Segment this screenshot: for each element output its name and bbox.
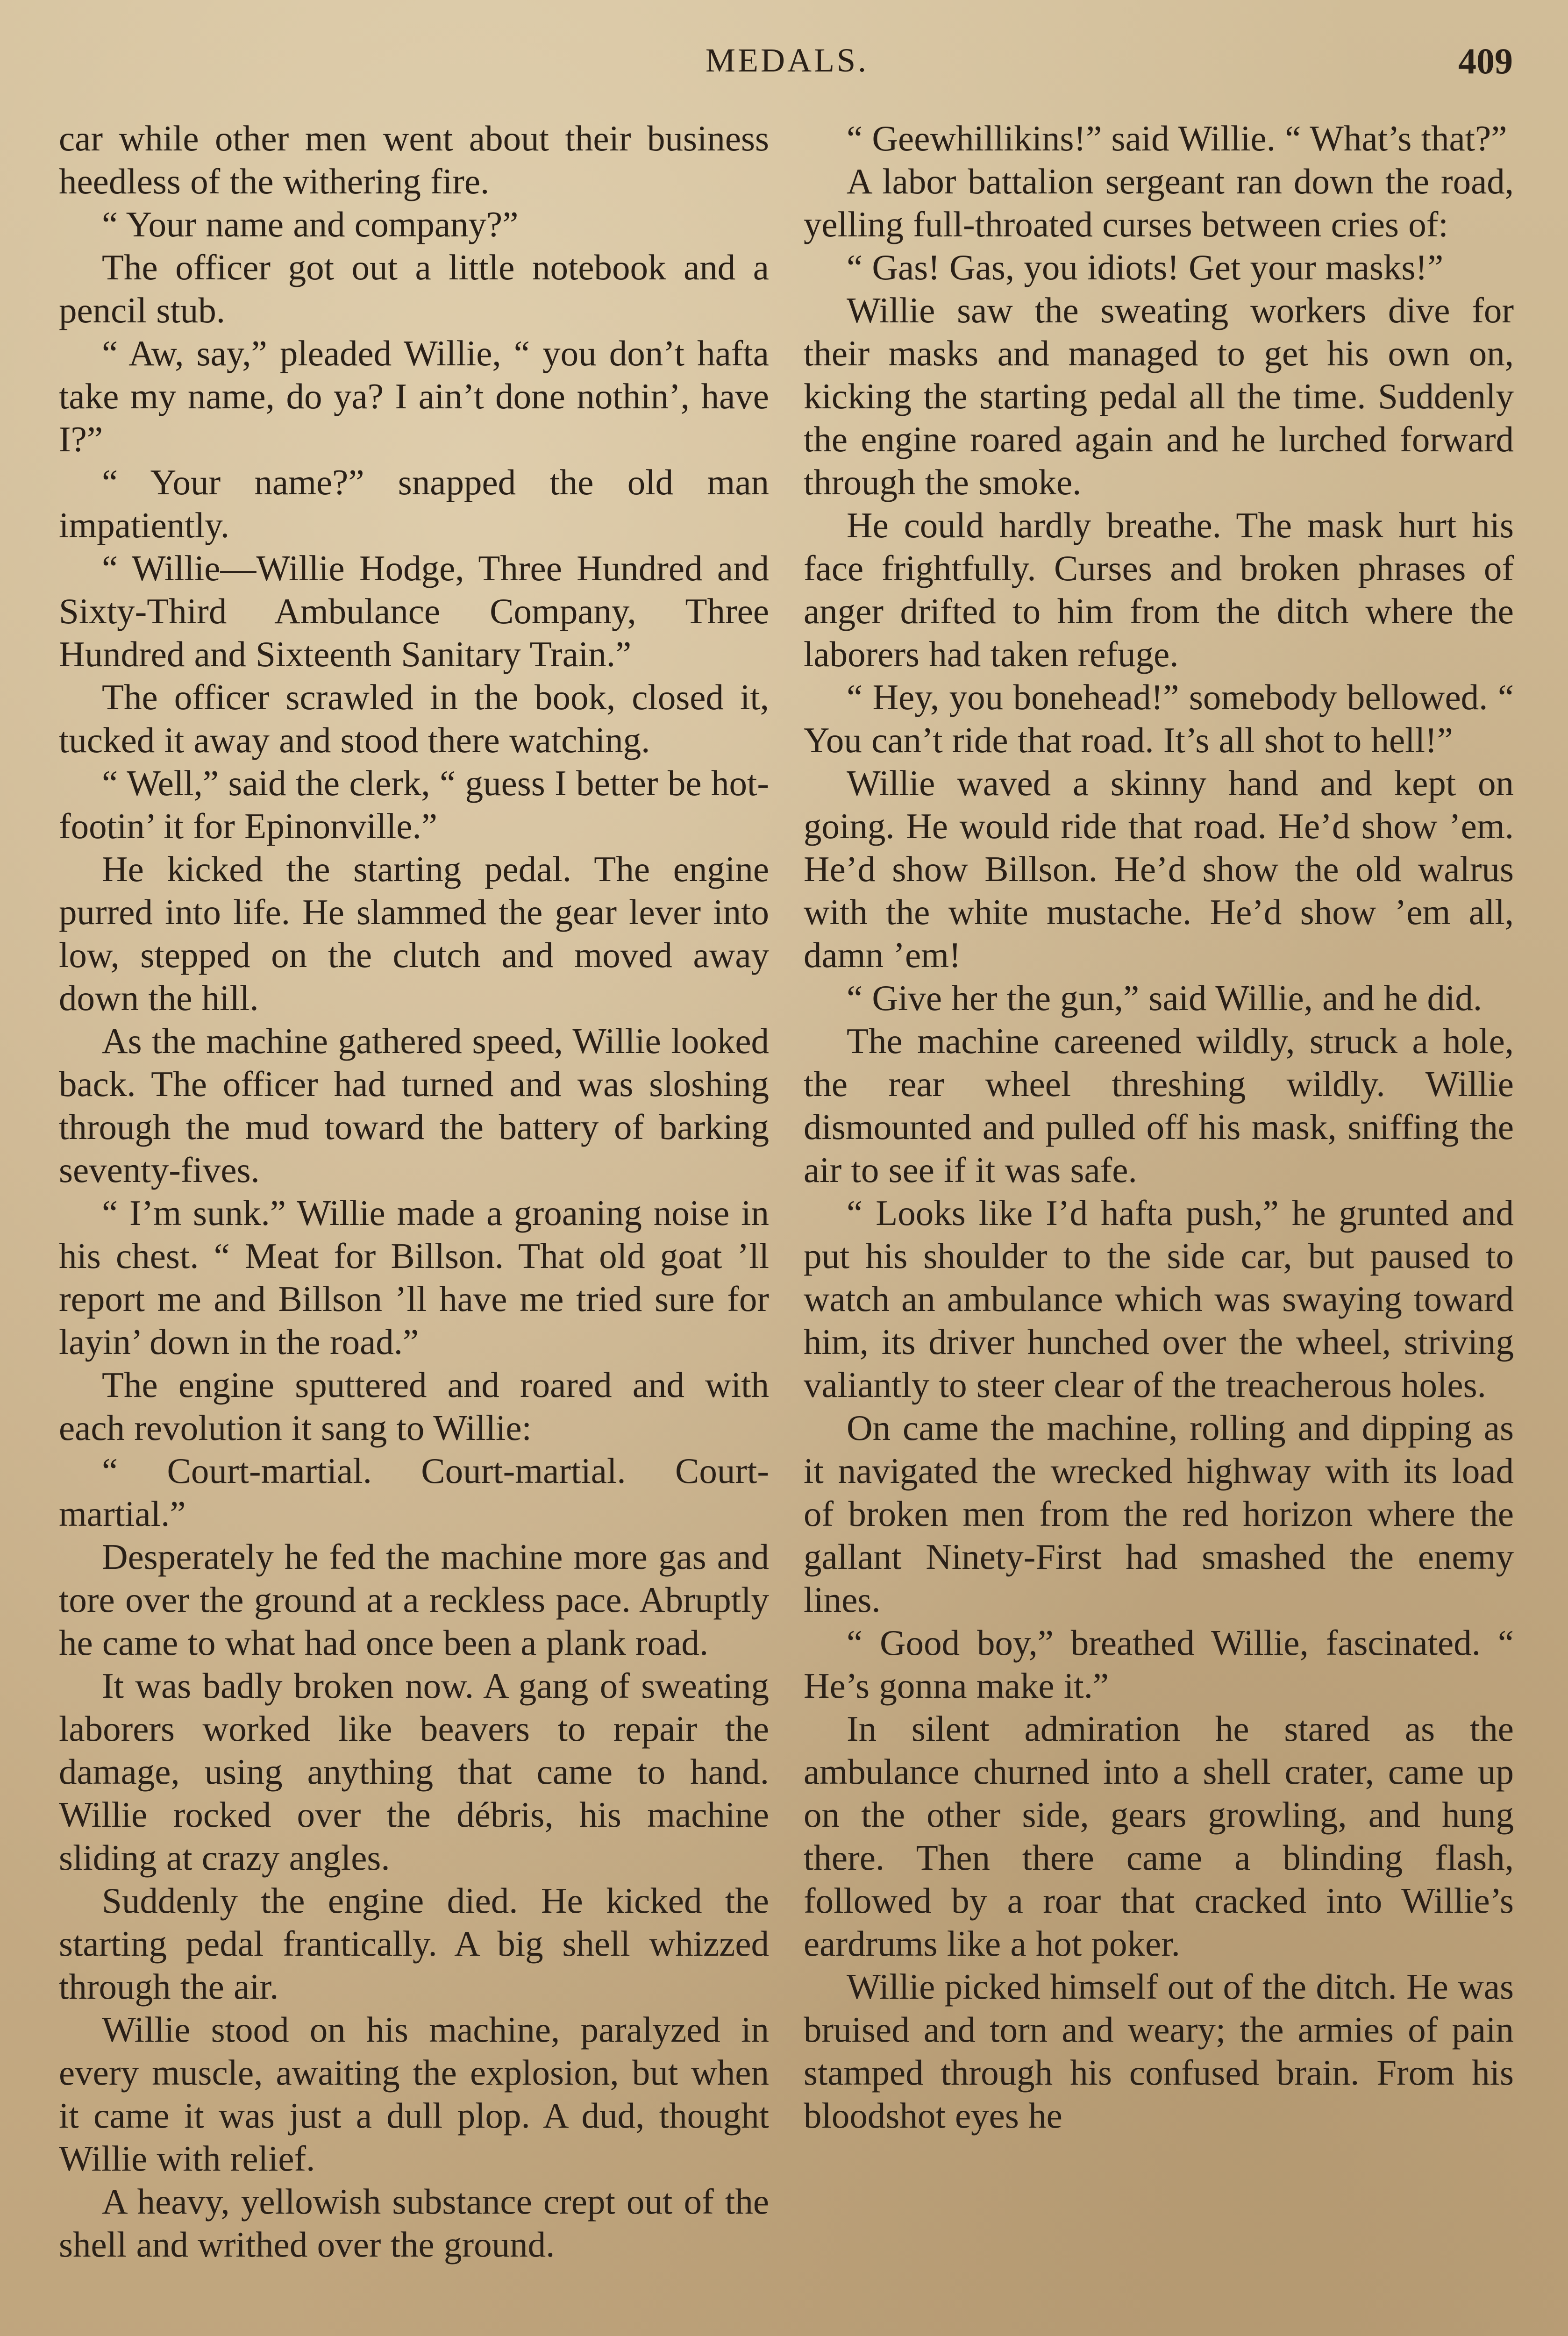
paragraph: The machine careened wildly, struck a hole, the rear wheel threshing wildly. Willie dismounted and pulled off his mask, sniffing the air to see if it was safe. bbox=[804, 1021, 1514, 1190]
paragraph: In silent admiration he stared as the ambulance churned into a shell crater, came up on the other side, gears growling, and hung there. Then there came a blinding flash, followed by a roar that cracked into Willie’s eardrums like a hot poker. bbox=[804, 1709, 1514, 1964]
paragraph: It was badly broken now. A gang of sweating laborers worked like beavers to repair the damage, using anything that came to hand. Willie rocked over the débris, his machine sliding at crazy angles. bbox=[59, 1666, 769, 1878]
right-column bbox=[804, 117, 1514, 2137]
paragraph: Willie saw the sweating workers dive for their masks and managed to get his own on, kicking the starting pedal all the time. Suddenly the engine roared again and he lurched forward through the smoke. bbox=[804, 290, 1514, 502]
paragraph: The engine sputtered and roared and with each revolution it sang to Willie: bbox=[59, 1365, 769, 1448]
paragraph: “ Court-martial. Court-martial. Court-martial.” bbox=[59, 1451, 769, 1534]
paragraph: Willie waved a skinny hand and kept on going. He would ride that road. He’d show ’em. He’d show Billson. He’d show the old walrus with the white mustache. He’d show ’em all, damn ’em! bbox=[804, 763, 1514, 975]
paragraph: He kicked the starting pedal. The engine purred into life. He slammed the gear lever into low, stepped on the clutch and moved away down the hill. bbox=[59, 849, 769, 1018]
paragraph: As the machine gathered speed, Willie looked back. The officer had turned and was sloshing through the mud toward the battery of barking seventy-fives. bbox=[59, 1021, 769, 1190]
paragraph: “ Hey, you bonehead!” somebody bellowed. “ You can’t ride that road. It’s all shot to hell!” bbox=[804, 677, 1514, 760]
paragraph: “ Aw, say,” pleaded Willie, “ you don’t hafta take my name, do ya? I ain’t done nothin’, have I?” bbox=[59, 333, 769, 459]
page-number: 409 bbox=[1458, 41, 1513, 81]
paragraph: Desperately he fed the machine more gas and tore over the ground at a reckless pace. Abruptly he came to what had once been a plank road. bbox=[59, 1537, 769, 1663]
paragraph: “ Good boy,” breathed Willie, fascinated. “ He’s gonna make it.” bbox=[804, 1623, 1514, 1706]
paragraph: “ Willie—Willie Hodge, Three Hundred and Sixty-Third Ambulance Company, Three Hundred and Sixteenth Sanitary Train.” bbox=[59, 548, 769, 674]
paragraph: “ Your name and company?” bbox=[102, 204, 519, 244]
left-column bbox=[59, 117, 769, 2266]
paragraph: Willie picked himself out of the ditch. He was bruised and torn and weary; the armies of pain stamped through his confused brain. From his bloodshot eyes he bbox=[804, 1966, 1514, 2136]
paragraph: “ Gas! Gas, you idiots! Get your masks!” bbox=[847, 247, 1444, 287]
paragraph: “ Your name?” snapped the old man impatiently. bbox=[59, 462, 769, 545]
paragraph: “ Give her the gun,” said Willie, and he did. bbox=[847, 978, 1482, 1018]
paragraph: “ Geewhillikins!” said Willie. “ What’s that?” bbox=[847, 118, 1507, 158]
paragraph: “ Looks like I’d hafta push,” he grunted and put his shoulder to the side car, but paused to watch an ambulance which was swaying toward him, its driver hunched over the wheel, striving valiantly to steer clear of the treacherous holes. bbox=[804, 1193, 1514, 1405]
paragraph: Willie stood on his machine, paralyzed in every muscle, awaiting the explosion, but when it came it was just a dull plop. A dud, thought Willie with relief. bbox=[59, 2009, 769, 2179]
paragraph: He could hardly breathe. The mask hurt his face frightfully. Curses and broken phrases of anger drifted to him from the ditch where the laborers had taken refuge. bbox=[804, 505, 1514, 674]
paragraph: car while other men went about their business heedless of the withering fire. bbox=[59, 118, 769, 201]
running-head: MEDALS. bbox=[706, 42, 869, 79]
paragraph: “ I’m sunk.” Willie made a groaning noise in his chest. “ Meat for Billson. That old goat ’ll report me and Billson ’ll have me tried sure for layin’ down in the road.” bbox=[59, 1193, 769, 1362]
paragraph: Suddenly the engine died. He kicked the starting pedal frantically. A big shell whizzed through the air. bbox=[59, 1880, 769, 2007]
paragraph: The officer got out a little notebook and a pencil stub. bbox=[59, 247, 769, 330]
paragraph: A labor battalion sergeant ran down the road, yelling full-throated curses between cries of: bbox=[804, 161, 1514, 244]
paragraph: A heavy, yellowish substance crept out of the shell and writhed over the ground. bbox=[59, 2181, 769, 2265]
paragraph: On came the machine, rolling and dipping as it navigated the wrecked highway with its load of broken men from the red horizon where the gallant Ninety-First had smashed the enemy lines. bbox=[804, 1408, 1514, 1620]
paragraph: The officer scrawled in the book, closed it, tucked it away and stood there watching. bbox=[59, 677, 769, 760]
paragraph: “ Well,” said the clerk, “ guess I better be hot-footin’ it for Epinonville.” bbox=[59, 763, 769, 846]
